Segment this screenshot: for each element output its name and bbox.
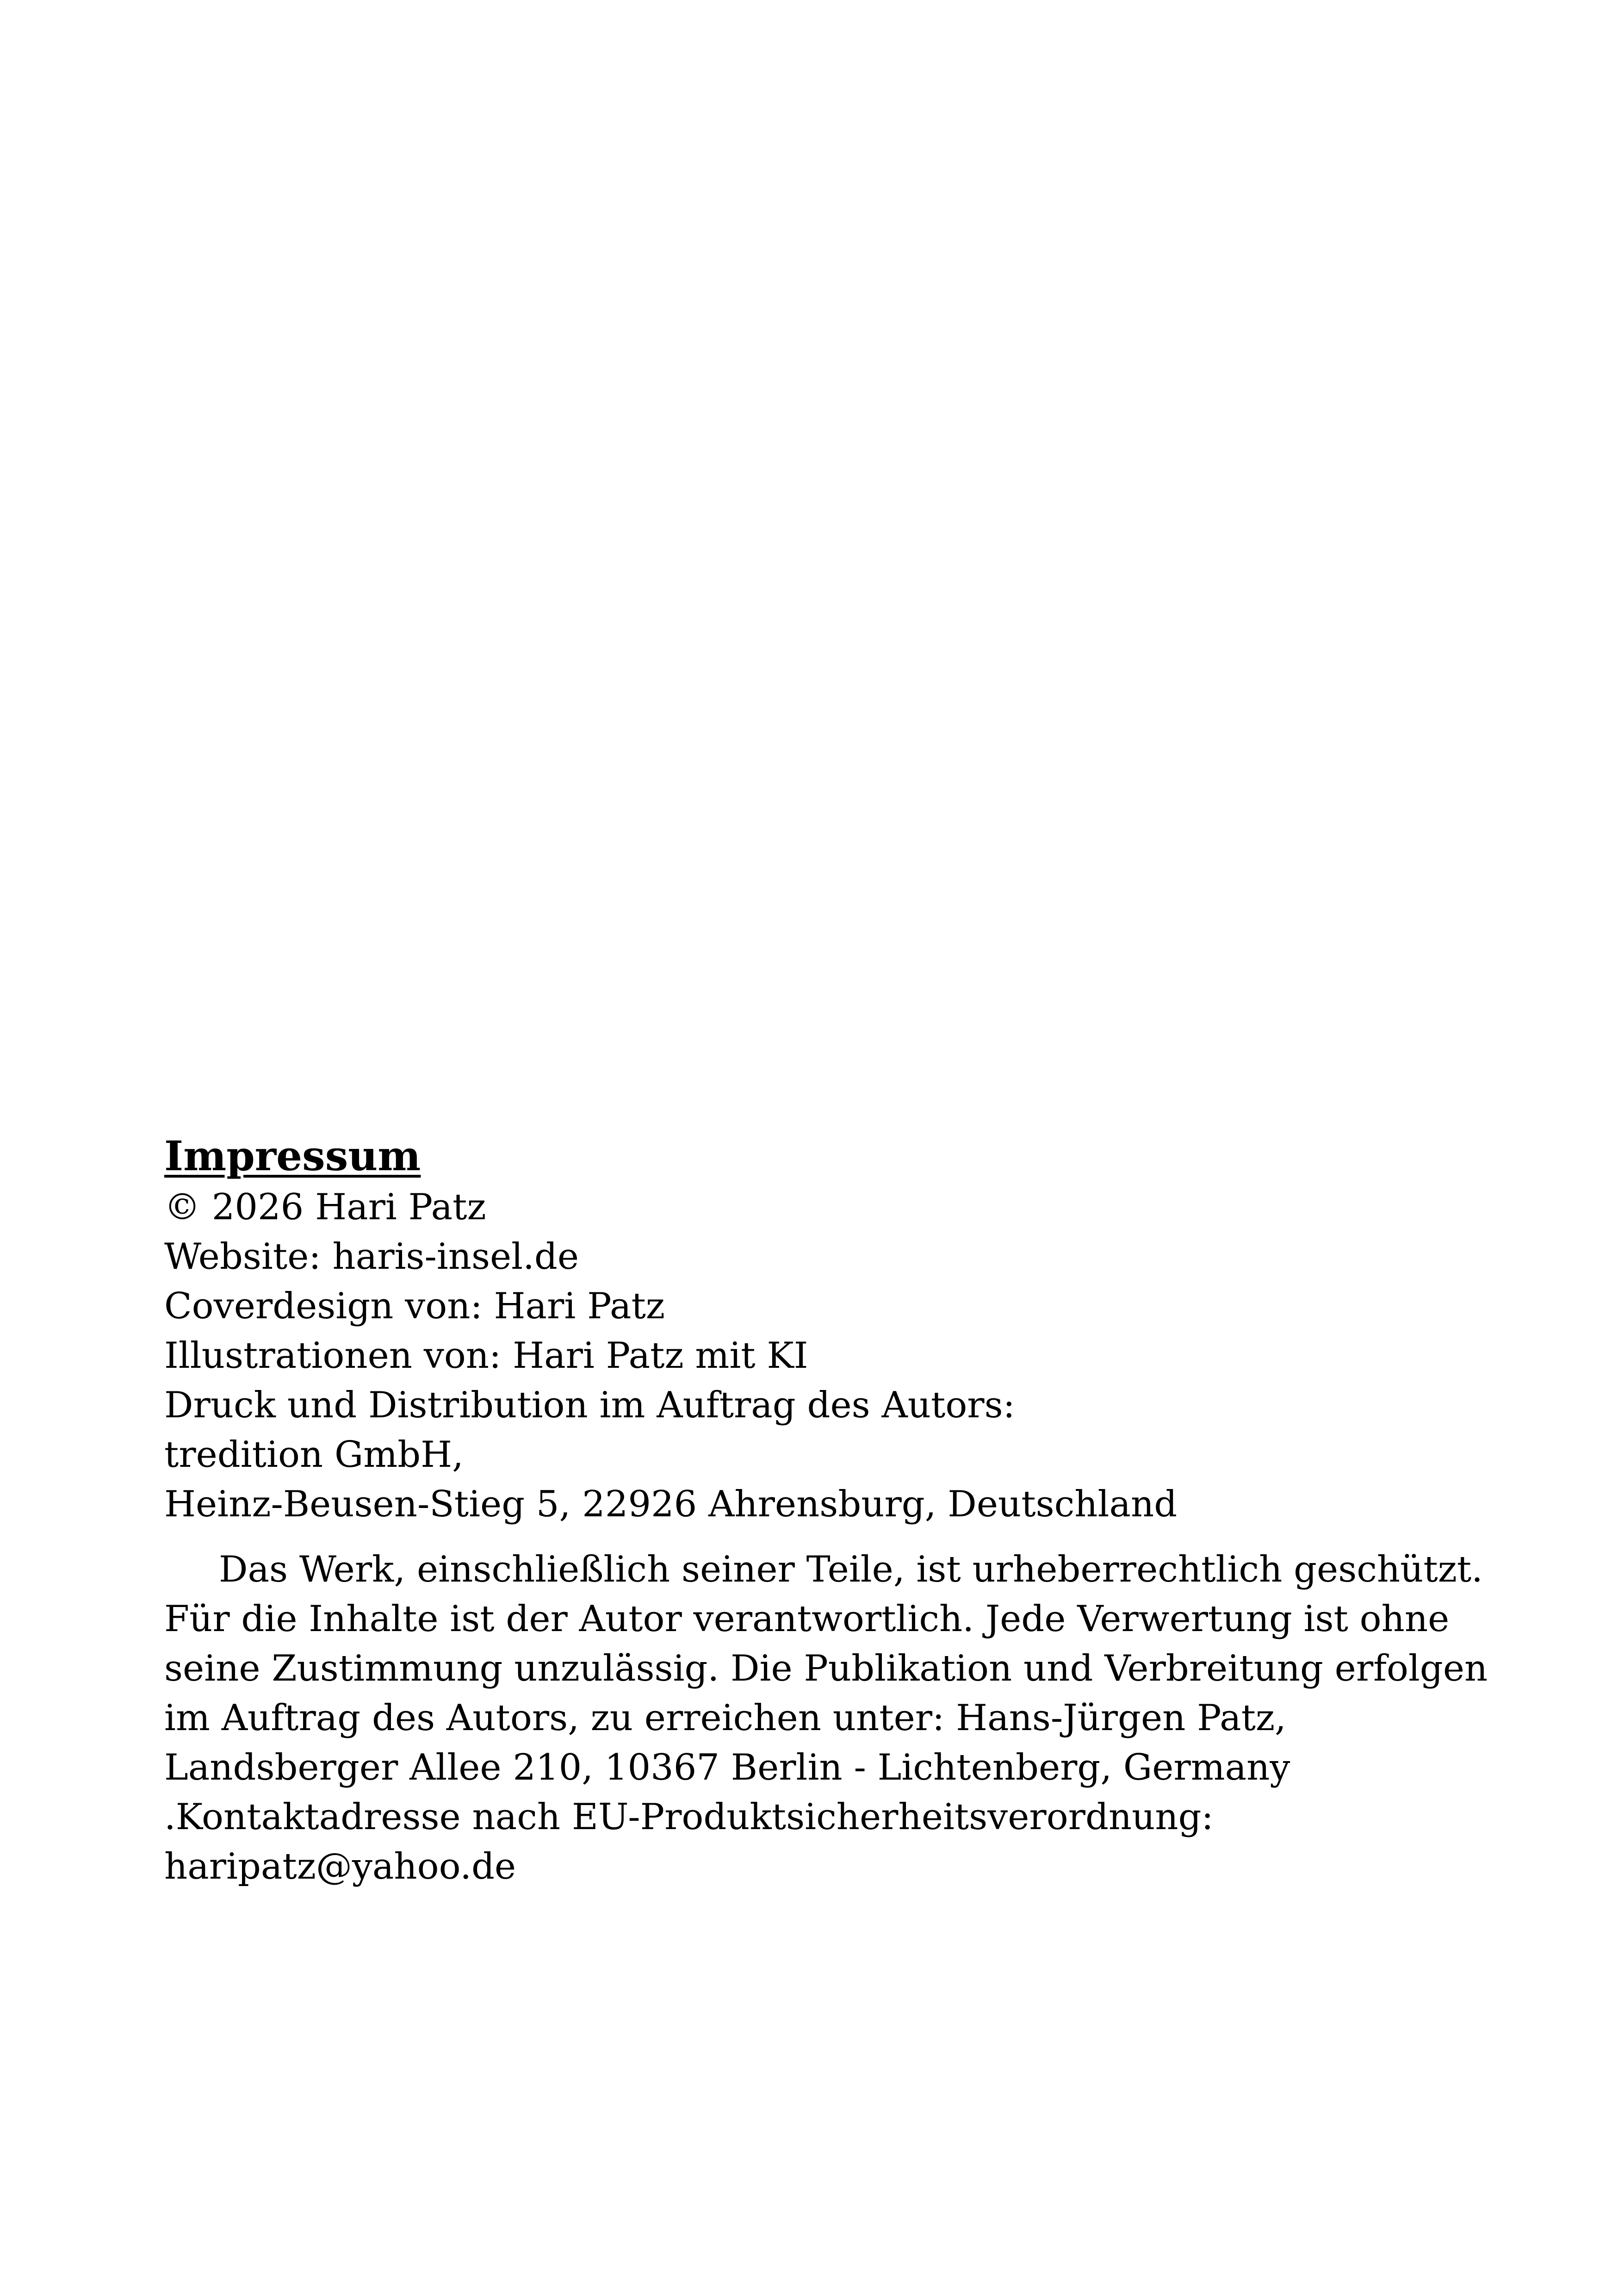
imprint-section: [164, 1129, 1488, 1892]
copyright-paragraph: [164, 1545, 1488, 1892]
paragraph-line: Für die Inhalte ist der Autor verantwortlich. Jede Verwertung ist ohne: [164, 1598, 1450, 1640]
copyright-line: © 2026 Hari Patz: [164, 1186, 486, 1228]
cover-design-line: Coverdesign von: Hari Patz: [164, 1285, 665, 1327]
paragraph-line: im Auftrag des Autors, zu erreichen unter: Hans-Jürgen Patz,: [164, 1697, 1286, 1739]
paragraph-line: seine Zustimmung unzulässig. Die Publikation und Verbreitung erfolgen: [164, 1648, 1488, 1689]
paragraph-line: Das Werk, einschließlich seiner Teile, ist urheberrechtlich geschützt.: [219, 1549, 1483, 1590]
distribution-line: Druck und Distribution im Auftrag des Autors:: [164, 1384, 1015, 1426]
illustrations-line: Illustrationen von: Hari Patz mit KI: [164, 1335, 808, 1377]
publisher-name-line: tredition GmbH,: [164, 1434, 464, 1476]
imprint-heading: Impressum: [164, 1132, 421, 1180]
publisher-address-line: Heinz-Beusen-Stieg 5, 22926 Ahrensburg, Deutschland: [164, 1483, 1178, 1525]
contact-email: haripatz@yahoo.de: [164, 1846, 516, 1887]
website-line: Website: haris-insel.de: [164, 1236, 579, 1278]
paragraph-line: .Kontaktadresse nach EU-Produktsicherheitsverordnung:: [164, 1796, 1214, 1838]
imprint-details: [164, 1183, 1460, 1529]
paragraph-line: Landsberger Allee 210, 10367 Berlin - Lichtenberg, Germany: [164, 1747, 1290, 1788]
